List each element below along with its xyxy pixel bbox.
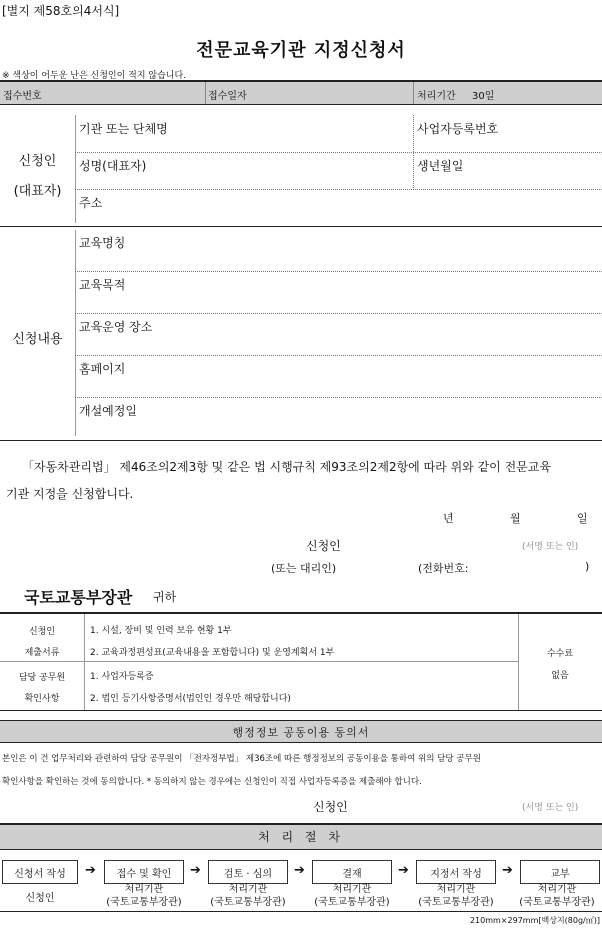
paper-spec-footer: 210mm×297mm[백상지(80g/㎡)] bbox=[469, 916, 600, 925]
step-actor-org: (국토교통부장관) bbox=[418, 897, 494, 908]
consent-applicant-label: 신청인 bbox=[313, 800, 348, 814]
header-row bbox=[0, 82, 602, 104]
arrow-right-icon: ➔ bbox=[294, 863, 305, 878]
step-review: 검토 · 심의 bbox=[208, 860, 288, 884]
education-name-field[interactable]: 교육명칭 bbox=[79, 236, 126, 250]
check-item: 2. 법인 등기사항증명서(법인인 경우만 해당합니다) bbox=[90, 694, 291, 704]
step-actor-org: (국토교통부장관) bbox=[314, 897, 390, 908]
processing-period-label: 처리기간 bbox=[417, 91, 456, 102]
declaration-sign-label: (서명 또는 인) bbox=[522, 542, 579, 552]
fee-label: 수수료 bbox=[546, 649, 574, 659]
month-label: 월 bbox=[510, 512, 521, 525]
declaration-applicant-label: 신청인 bbox=[306, 539, 341, 553]
applicant-section-sublabel: (대표자) bbox=[13, 184, 62, 199]
processing-period-value: 30일 bbox=[472, 91, 495, 102]
arrow-right-icon: ➔ bbox=[190, 863, 201, 878]
education-venue-field[interactable]: 교육운영 장소 bbox=[79, 320, 153, 334]
phone-label: (전화번호: bbox=[418, 562, 469, 575]
receipt-number-label: 접수번호 bbox=[3, 91, 42, 102]
declaration-line-1: 「자동차관리법」 제46조의2제3항 및 같은 법 시행규칙 제93조의2제2항에 따라 위와 같이 전문교육 bbox=[22, 460, 551, 474]
step-actor: 신청인 bbox=[25, 893, 55, 904]
submit-label-2: 제출서류 bbox=[24, 648, 60, 658]
consent-line-1: 본인은 이 건 업무처리와 관련하여 담당 공무원이 「전자정부법」 제36조에 따른 행정정보의 공동이용을 통하여 위의 담당 공무원 bbox=[2, 754, 481, 764]
submit-label-1: 신청인 bbox=[28, 627, 56, 637]
birth-date-field[interactable]: 생년월일 bbox=[417, 159, 464, 173]
fee-value: 없음 bbox=[551, 671, 569, 681]
applicant-section-label: 신청인 bbox=[18, 154, 57, 169]
recipient-suffix: 귀하 bbox=[153, 590, 177, 604]
step-actor: 처리기관 bbox=[228, 884, 268, 895]
check-label-1: 담당 공무원 bbox=[18, 673, 66, 683]
representative-name-field[interactable]: 성명(대표자) bbox=[79, 159, 147, 173]
consent-line-2: 확인사항을 확인하는 것에 동의합니다. * 동의하지 않는 경우에는 신청인이 직접 사업자등록증을 제출해야 합니다. bbox=[2, 777, 422, 787]
step-certificate: 지정서 작성 bbox=[416, 860, 496, 884]
education-purpose-field[interactable]: 교육목적 bbox=[79, 278, 126, 292]
recipient-name: 국토교통부장관 bbox=[24, 588, 133, 607]
step-actor: 처리기관 bbox=[537, 884, 577, 895]
phone-close: ) bbox=[585, 560, 590, 573]
year-label: 년 bbox=[443, 512, 454, 525]
application-section-label: 신청내용 bbox=[12, 332, 63, 347]
consent-title: 행정정보 공동이용 동의서 bbox=[232, 726, 370, 739]
homepage-field[interactable]: 홈페이지 bbox=[79, 362, 126, 376]
step-actor-org: (국토교통부장관) bbox=[106, 897, 182, 908]
check-item: 1. 사업자등록증 bbox=[90, 672, 154, 682]
address-field[interactable]: 주소 bbox=[79, 196, 103, 210]
business-reg-number-field[interactable]: 사업자등록번호 bbox=[417, 122, 499, 136]
submit-item: 1. 시설, 장비 및 인력 보유 현황 1부 bbox=[90, 626, 232, 636]
step-actor-org: (국토교통부장관) bbox=[210, 897, 286, 908]
declaration-line-2: 기관 지정을 신청합니다. bbox=[6, 487, 134, 501]
arrow-right-icon: ➔ bbox=[502, 863, 513, 878]
agent-label: (또는 대리인) bbox=[271, 562, 337, 575]
step-issue: 교부 bbox=[520, 860, 600, 884]
opening-date-field[interactable]: 개설예정일 bbox=[79, 404, 137, 418]
page-title: 전문교육기관 지정신청서 bbox=[196, 40, 406, 61]
arrow-right-icon: ➔ bbox=[398, 863, 409, 878]
step-actor: 처리기관 bbox=[436, 884, 476, 895]
consent-sign-label: (서명 또는 인) bbox=[522, 803, 579, 813]
form-number: [별지 제58호의4서식] bbox=[2, 4, 120, 18]
step-submit-application: 신청서 작성 bbox=[2, 860, 78, 884]
org-name-field[interactable]: 기관 또는 단체명 bbox=[79, 122, 168, 136]
day-label: 일 bbox=[577, 512, 588, 525]
procedure-title: 처 리 절 차 bbox=[258, 830, 344, 844]
receipt-date-label: 접수일자 bbox=[208, 91, 247, 102]
step-actor: 처리기관 bbox=[124, 884, 164, 895]
form-note: ※ 색상이 어두운 난은 신청인이 적지 않습니다. bbox=[2, 71, 187, 81]
step-actor-org: (국토교통부장관) bbox=[519, 897, 595, 908]
submit-item: 2. 교육과정편성표(교육내용을 포함합니다) 및 운영계획서 1부 bbox=[90, 648, 335, 658]
arrow-right-icon: ➔ bbox=[85, 863, 96, 878]
step-actor: 처리기관 bbox=[332, 884, 372, 895]
step-receipt-check: 접수 및 확인 bbox=[104, 860, 184, 884]
step-approval: 결재 bbox=[312, 860, 392, 884]
check-label-2: 확인사항 bbox=[24, 694, 60, 704]
